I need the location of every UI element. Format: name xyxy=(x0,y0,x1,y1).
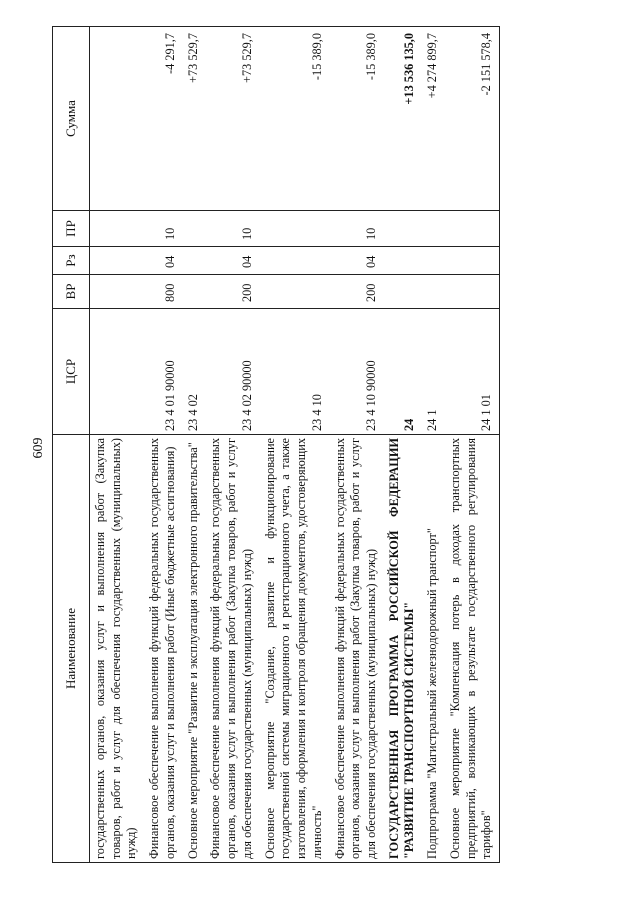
table-row xyxy=(445,27,500,863)
table-row xyxy=(144,27,182,863)
row-rz xyxy=(445,247,500,275)
header-sum: Сумма xyxy=(53,27,90,211)
row-sum: -15 389,0 xyxy=(330,27,384,211)
row-rz xyxy=(384,247,422,275)
table-row xyxy=(330,27,384,863)
row-csr xyxy=(90,309,145,435)
row-rz: 04 xyxy=(144,247,182,275)
row-vr xyxy=(445,275,500,309)
row-csr: 24 1 01 xyxy=(445,309,500,435)
row-pr xyxy=(384,211,422,247)
row-vr: 800 xyxy=(144,275,182,309)
header-vr: ВР xyxy=(53,275,90,309)
row-pr: 10 xyxy=(144,211,182,247)
row-csr: 23 4 10 xyxy=(260,309,330,435)
row-rz xyxy=(183,247,206,275)
row-sum: +73 529,7 xyxy=(183,27,206,211)
row-name: Финансовое обеспечение выполнения функций федеральных государственных органов, оказания услуг и выполнения работ (Иные бюджетные ассигнования) xyxy=(144,435,182,863)
row-name: ГОСУДАРСТВЕННАЯ ПРОГРАММА РОССИЙСКОЙ ФЕДЕРАЦИИ "РАЗВИТИЕ ТРАНСПОРТНОЙ СИСТЕМЫ" xyxy=(384,435,422,863)
row-csr: 24 1 xyxy=(422,309,445,435)
row-sum: -15 389,0 xyxy=(260,27,330,211)
table-row-program xyxy=(384,27,422,863)
row-rz xyxy=(422,247,445,275)
table-row xyxy=(205,27,259,863)
header-pr: ПР xyxy=(53,211,90,247)
row-pr: 10 xyxy=(205,211,259,247)
row-vr xyxy=(183,275,206,309)
header-rz: Рз xyxy=(53,247,90,275)
row-csr: 23 4 10 90000 xyxy=(330,309,384,435)
row-sum: -4 291,7 xyxy=(144,27,182,211)
table-row xyxy=(183,27,206,863)
row-name: Финансовое обеспечение выполнения функций федеральных государственных органов, оказания услуг и выполнения работ (Закупка товаров, работ и услуг для обеспечения государственных (муниципальных) нужд) xyxy=(205,435,259,863)
row-csr: 23 4 02 90000 xyxy=(205,309,259,435)
row-name: Основное мероприятие "Развитие и эксплуатация электронного правительства" xyxy=(183,435,206,863)
row-rz xyxy=(90,247,145,275)
row-rz: 04 xyxy=(205,247,259,275)
row-rz: 04 xyxy=(330,247,384,275)
table-header-row xyxy=(53,27,90,863)
table-row xyxy=(260,27,330,863)
row-sum: +13 536 135,0 xyxy=(384,27,422,211)
row-csr: 24 xyxy=(384,309,422,435)
budget-table xyxy=(52,26,500,863)
row-name: Финансовое обеспечение выполнения функций федеральных государственных органов, оказания услуг и выполнения работ (Закупка товаров, работ и услуг для обеспечения государственных (муниципальных) нужд) xyxy=(330,435,384,863)
row-vr: 200 xyxy=(330,275,384,309)
row-rz xyxy=(260,247,330,275)
table-row xyxy=(90,27,145,863)
row-pr: 10 xyxy=(330,211,384,247)
row-csr: 23 4 02 xyxy=(183,309,206,435)
row-vr xyxy=(422,275,445,309)
row-sum: +4 274 899,7 xyxy=(422,27,445,211)
row-pr xyxy=(90,211,145,247)
row-pr xyxy=(183,211,206,247)
row-vr: 200 xyxy=(205,275,259,309)
row-sum xyxy=(90,27,145,211)
row-csr: 23 4 01 90000 xyxy=(144,309,182,435)
table-row xyxy=(422,27,445,863)
row-pr xyxy=(445,211,500,247)
row-sum: -2 151 578,4 xyxy=(445,27,500,211)
page-number: 609 xyxy=(31,437,46,459)
row-name: Основное мероприятие "Создание, развитие и функционирование государственной системы миграционного и регистрационного учета, а также изготовления, оформления и контроля обращения документов, удостоверяющих личность" xyxy=(260,435,330,863)
row-name: Основное мероприятие "Компенсация потерь в доходах транспортных предприятий, возникающих в результате государственного регулирования тарифов" xyxy=(445,435,500,863)
row-name: Подпрограмма "Магистральный железнодорожный транспорт" xyxy=(422,435,445,863)
row-sum: +73 529,7 xyxy=(205,27,259,211)
row-name: государственных органов, оказания услуг и выполнения работ (Закупка товаров, работ и услуг для обеспечения государственных (муниципальных) нужд) xyxy=(90,435,145,863)
row-vr xyxy=(384,275,422,309)
row-pr xyxy=(260,211,330,247)
row-pr xyxy=(422,211,445,247)
row-vr xyxy=(260,275,330,309)
header-name: Наименование xyxy=(53,435,90,863)
row-vr xyxy=(90,275,145,309)
header-csr: ЦСР xyxy=(53,309,90,435)
